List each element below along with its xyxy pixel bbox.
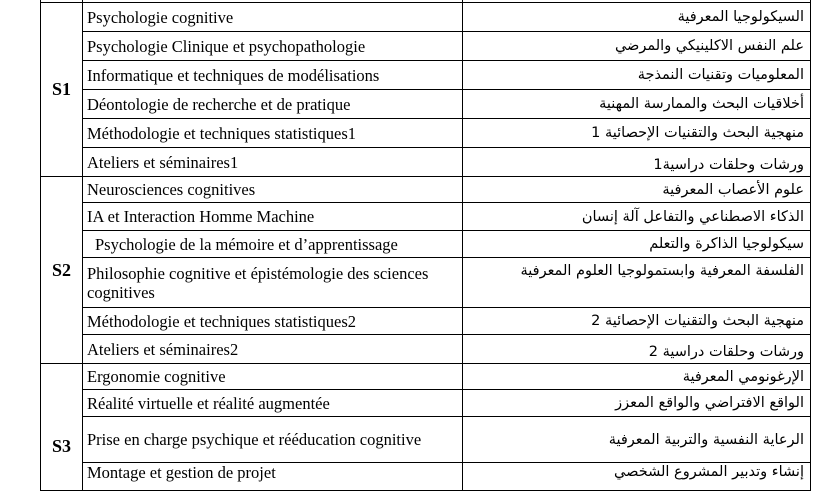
module-name-fr: Réalité virtuelle et réalité augmentée <box>83 390 463 417</box>
module-name-fr: Psychologie de la mémoire et d’apprentissage <box>83 231 463 258</box>
module-name-ar: علم النفس الاكلينيكي والمرضي <box>463 32 811 61</box>
module-name-fr: Montage et gestion de projet <box>83 463 463 491</box>
module-table <box>40 0 811 491</box>
module-name-fr: Déontologie de recherche et de pratique <box>83 90 463 119</box>
module-name-fr: IA et Interaction Homme Machine <box>83 203 463 231</box>
table-row <box>41 417 811 463</box>
table-row <box>41 463 811 491</box>
table-row <box>41 3 811 32</box>
module-name-ar: الرعاية النفسية والتربية المعرفية <box>463 417 811 463</box>
table-row <box>41 390 811 417</box>
module-name-ar: منهجية البحث والتقنيات الإحصائية 1 <box>463 119 811 148</box>
table-row <box>41 203 811 231</box>
module-name-ar: علوم الأعصاب المعرفية <box>463 177 811 203</box>
module-name-fr: Ateliers et séminaires2 <box>83 335 463 364</box>
module-name-fr: Méthodologie et techniques statistiques1 <box>83 119 463 148</box>
module-name-fr: Prise en charge psychique et rééducation cognitive <box>83 417 463 463</box>
module-name-ar: أخلاقيات البحث والممارسة المهنية <box>463 90 811 119</box>
module-name-fr: Philosophie cognitive et épistémologie des sciences cognitives <box>83 258 463 308</box>
module-name-fr: Psychologie cognitive <box>83 3 463 32</box>
table-row <box>41 335 811 364</box>
table-row <box>41 119 811 148</box>
table-row <box>41 61 811 90</box>
module-name-ar: ورشات وحلقات دراسية 2 <box>463 335 811 364</box>
module-name-ar: سيكولوجيا الذاكرة والتعلم <box>463 231 811 258</box>
table-row <box>41 258 811 308</box>
semester-label: S1 <box>41 3 83 177</box>
table-row <box>41 148 811 177</box>
module-name-ar: السيكولوجيا المعرفية <box>463 3 811 32</box>
table-row <box>41 177 811 203</box>
module-name-fr: Psychologie Clinique et psychopathologie <box>83 32 463 61</box>
table-row <box>41 231 811 258</box>
table-row <box>41 364 811 390</box>
module-name-ar: الإرغونومي المعرفية <box>463 364 811 390</box>
module-name-ar: ورشات وحلقات دراسية1 <box>463 148 811 177</box>
module-name-fr: Ergonomie cognitive <box>83 364 463 390</box>
module-name-fr: Ateliers et séminaires1 <box>83 148 463 177</box>
module-name-ar: الذكاء الاصطناعي والتفاعل آلة إنسان <box>463 203 811 231</box>
module-name-fr: Informatique et techniques de modélisations <box>83 61 463 90</box>
module-name-ar: منهجية البحث والتقنيات الإحصائية 2 <box>463 308 811 335</box>
module-name-ar: الفلسفة المعرفية وابستمولوجيا العلوم المعرفية <box>463 258 811 308</box>
table-row <box>41 308 811 335</box>
semester-label: S3 <box>41 364 83 491</box>
table-row <box>41 32 811 61</box>
module-name-ar: المعلوميات وتقنيات النمذجة <box>463 61 811 90</box>
semester-label: S2 <box>41 177 83 364</box>
table-row <box>41 90 811 119</box>
module-name-fr: Neurosciences cognitives <box>83 177 463 203</box>
module-name-fr: Méthodologie et techniques statistiques2 <box>83 308 463 335</box>
module-name-ar: الواقع الافتراضي والواقع المعزز <box>463 390 811 417</box>
module-name-ar: إنشاء وتدبير المشروع الشخصي <box>463 463 811 491</box>
